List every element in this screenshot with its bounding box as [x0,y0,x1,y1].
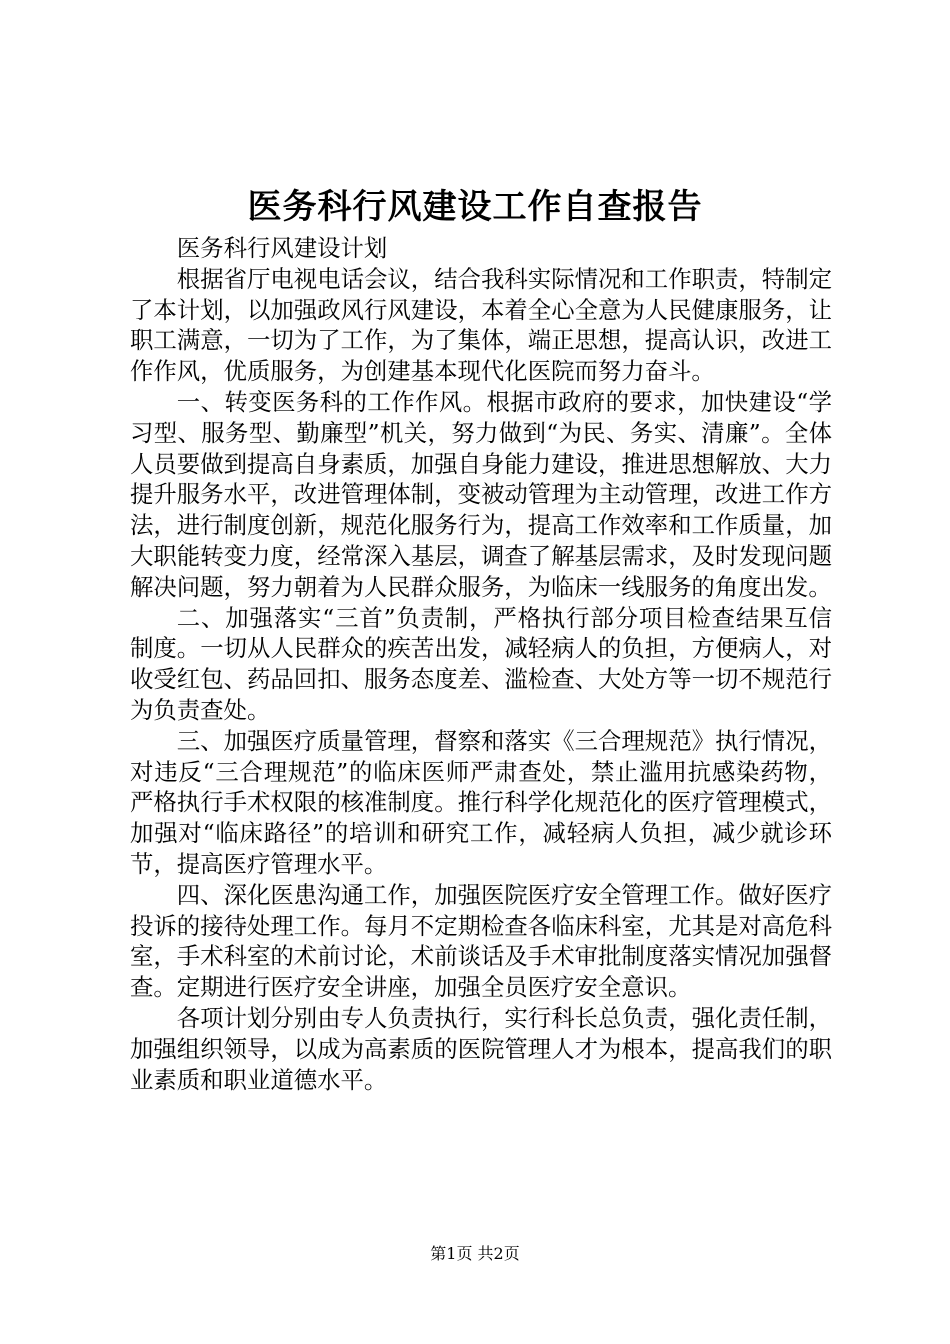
page-number-footer: 第1页 共2页 [430,1244,520,1263]
paragraph-section-3: 三、加强医疗质量管理，督察和落实《三合理规范》执行情况，对违反“三合理规范”的临床医师严肃查处，禁止滥用抗感染药物，严格执行手术权限的核准制度。推行科学化规范化的医疗管理模式，加强对“临床路径”的培训和研究工作，减轻病人负担，减少就诊环节，提高医疗管理水平。 [130,726,832,878]
paragraph-section-4: 四、深化医患沟通工作，加强医院医疗安全管理工作。做好医疗投诉的接待处理工作。每月不定期检查各临床科室，尤其是对高危科室，手术科室的术前讨论，术前谈话及手术审批制度落实情况加强督查。定期进行医疗安全讲座，加强全员医疗安全意识。 [130,880,832,1002]
document-subtitle: 医务科行风建设计划 [176,234,388,262]
paragraph-intro: 根据省厅电视电话会议，结合我科实际情况和工作职责，特制定了本计划，以加强政风行风建设，本着全心全意为人民健康服务，让职工满意，一切为了工作，为了集体，端正思想，提高认识，改进工作作风，优质服务，为创建基本现代化医院而努力奋斗。 [130,264,832,386]
paragraph-section-1: 一、转变医务科的工作作风。根据市政府的要求，加快建设“学习型、服务型、勤廉型”机关，努力做到“为民、务实、清廉”。全体人员要做到提高自身素质，加强自身能力建设，推进思想解放、大力提升服务水平，改进管理体制，变被动管理为主动管理，改进工作方法，进行制度创新，规范化服务行为，提高工作效率和工作质量，加大职能转变力度，经常深入基层，调查了解基层需求，及时发现问题解决问题，努力朝着为人民群众服务，为临床一线服务的角度出发。 [130,387,832,601]
document-body [130,233,832,1095]
paragraph-section-2: 二、加强落实“三首”负责制，严格执行部分项目检查结果互信制度。一切从人民群众的疾苦出发，减轻病人的负担，方便病人，对收受红包、药品回扣、服务态度差、滥检查、大处方等一切不规范行为负责查处。 [130,603,832,724]
document-title: 医务科行风建设工作自查报告 [247,187,703,227]
paragraph-conclusion: 各项计划分别由专人负责执行，实行科长总负责，强化责任制，加强组织领导，以成为高素质的医院管理人才为根本，提高我们的职业素质和职业道德水平。 [130,1003,832,1094]
